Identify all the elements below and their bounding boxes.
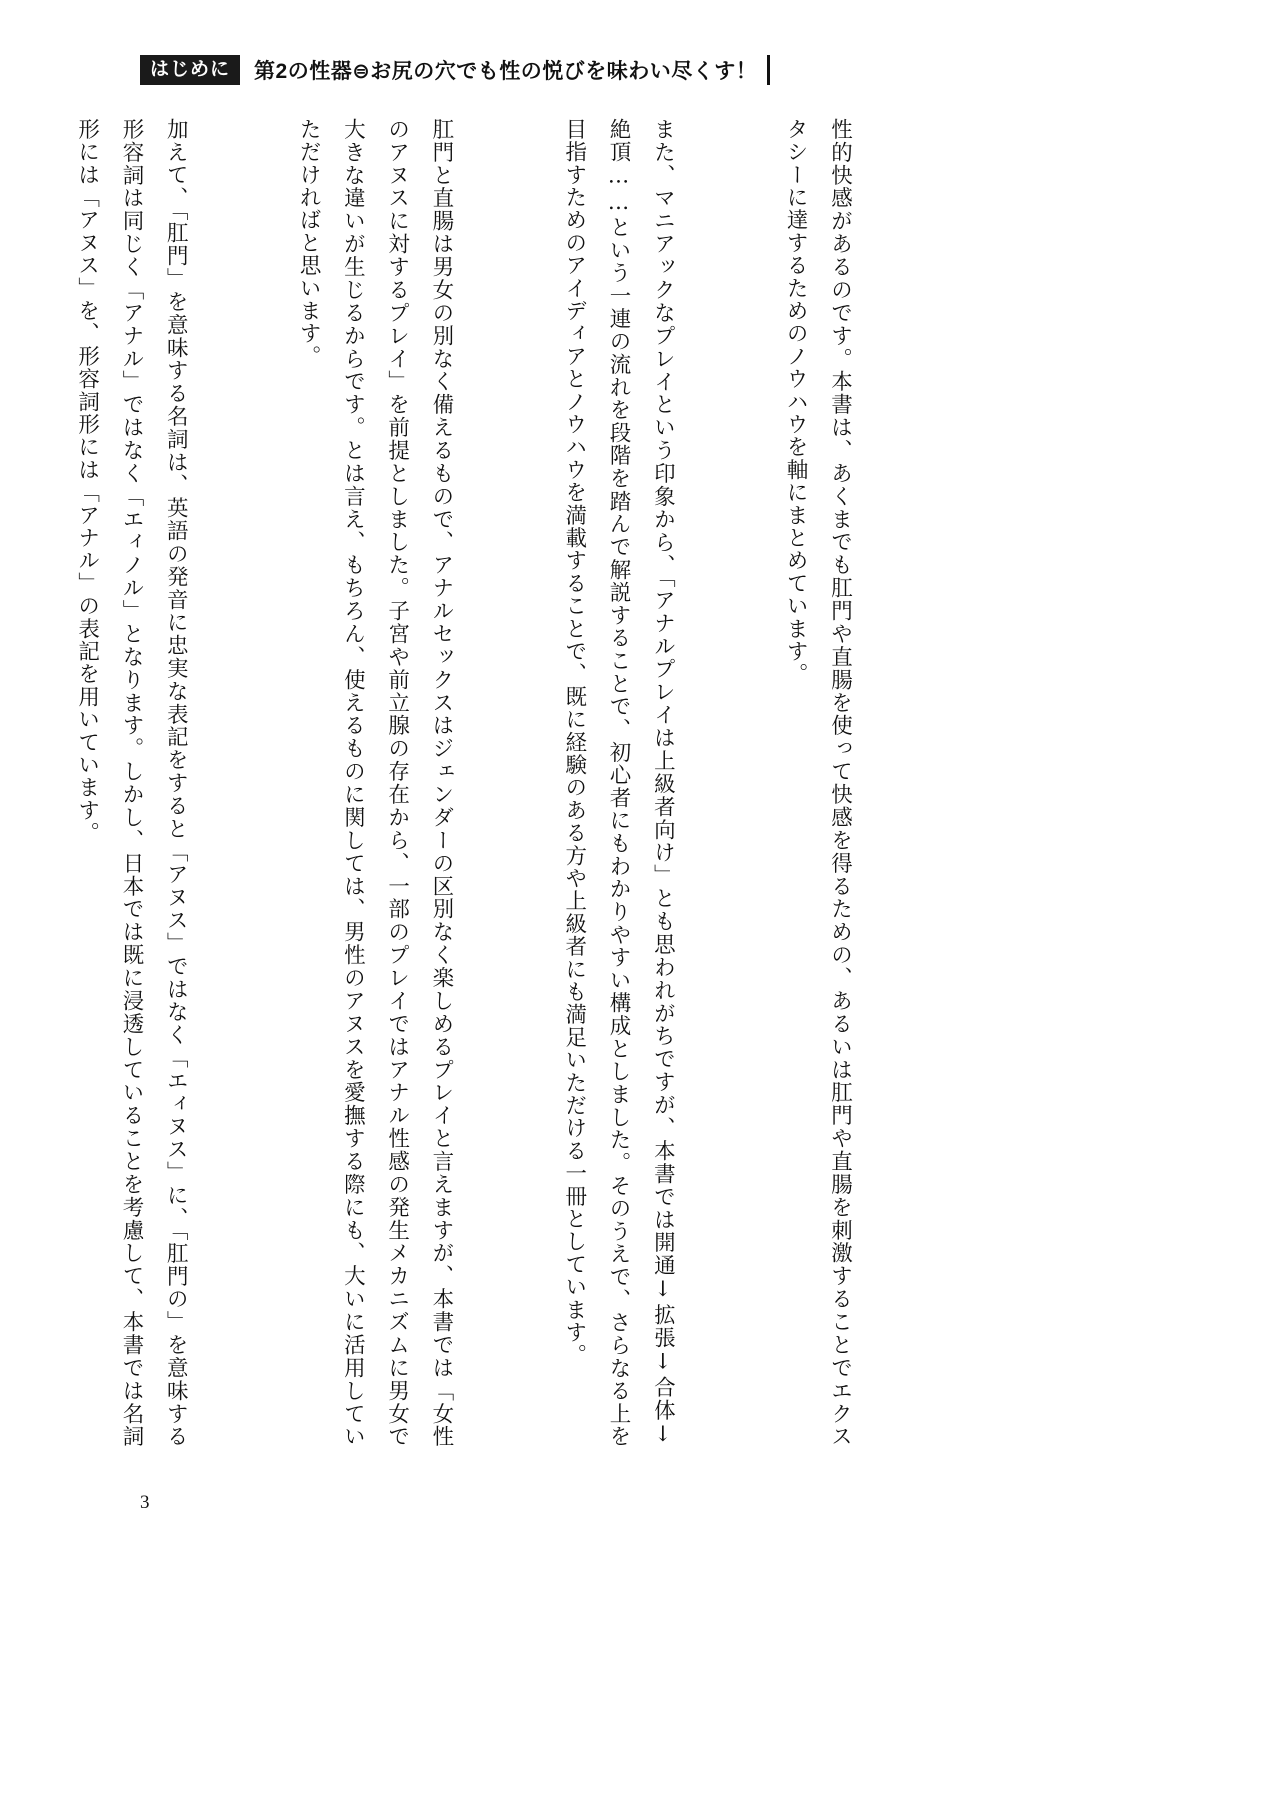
paragraph: 加えて、「肛門」を意味する名詞は、英語の発音に忠実な表記をすると「アヌス」ではなく「エィヌス」に、「肛門の」を意味する形容詞は同じく「アナル」ではなく「エィノル」となります。しかし、日本では既に浸透していることを考慮して、本書では名詞形には「アヌス」を、形容詞形には「アナル」の表記を用いています。 — [74, 118, 189, 1448]
paragraph: 肛門と直腸は男女の別なく備えるもので、アナルセックスはジェンダーの区別なく楽しめるプレイと言えますが、本書では「女性のアヌスに対するプレイ」を前提としました。子宮や前立腺の存在から、一部のプレイではアナル性感の発生メカニズムに男女で大きな違いが生じるからです。とは言え、もちろん、使えるものに関しては、男性のアヌスを愛撫する際にも、大いに活用していただければと思います。 — [296, 118, 454, 1448]
page-number: 3 — [140, 1492, 150, 1513]
body-text-area — [74, 118, 950, 1448]
paragraph: また、マニアックなプレイという印象から、「アナルプレイは上級者向け」とも思われがちですが、本書では開通↓拡張↓合体↓絶頂……という一連の流れを段階を踏んで解説することで、初心者にもわかりやすい構成としました。そのうえで、さらなる上を目指すためのアイディアとノウハウを満載することで、既に経験のある方や上級者にも満足いただける一冊としています。 — [561, 118, 676, 1448]
vertical-body-text — [74, 118, 950, 1448]
paragraph: 性的快感があるのです。本書は、あくまでも肛門や直腸を使って快感を得るための、あるいは肛門や直腸を刺激することでエクスタシーに達するためのノウハウを軸にまとめています。 — [783, 118, 853, 1448]
header-divider-rule — [767, 55, 770, 85]
page-header — [140, 52, 1129, 88]
header-title: 第2の性器⊜お尻の穴でも性の悦びを味わい尽くす！ — [254, 60, 758, 83]
header-section-tag: はじめに — [140, 55, 240, 85]
